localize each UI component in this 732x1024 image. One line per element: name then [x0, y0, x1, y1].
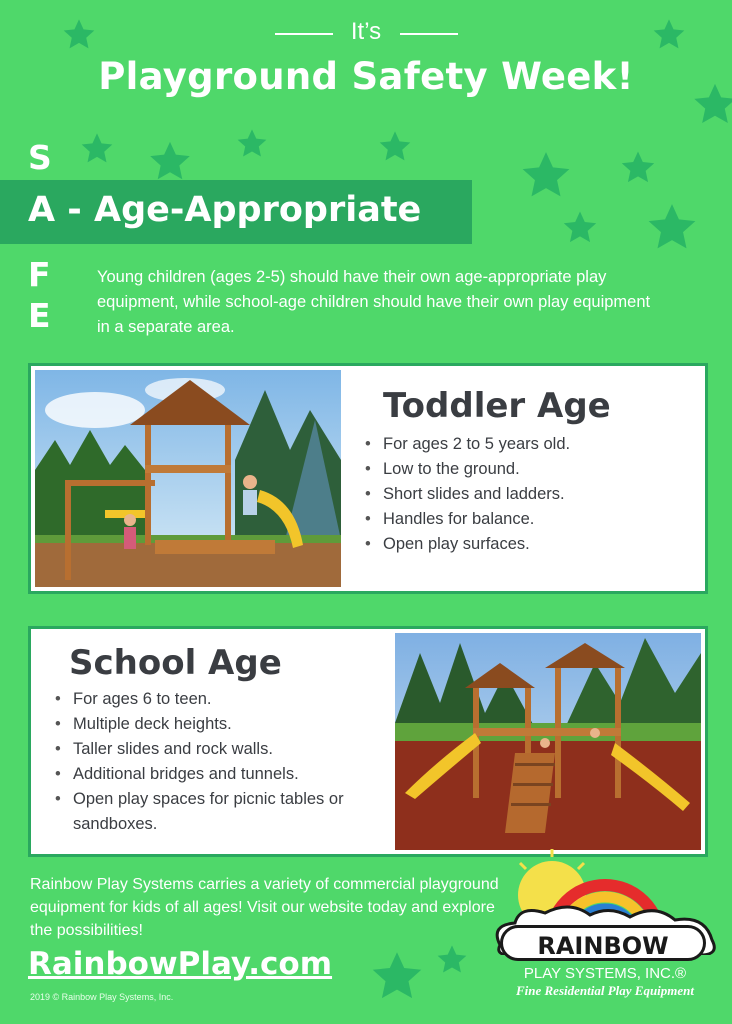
intro-text: It’s	[350, 18, 382, 45]
toddler-list	[365, 432, 570, 557]
star-icon	[148, 140, 192, 184]
star-icon	[236, 128, 268, 160]
footer-text: Rainbow Play Systems carries a variety of commercial playground equipment for kids of all ages! Visit our website today and explore the possibilities!	[30, 876, 499, 939]
rainbow-logo	[490, 845, 720, 1015]
star-icon	[370, 950, 424, 1004]
active-letter-heading: A - Age-Appropriate	[28, 190, 422, 230]
list-item: • Multiple deck heights.	[55, 712, 375, 737]
acronym-letter-e: E	[28, 296, 51, 335]
list-item: • For ages 2 to 5 years old.	[365, 432, 570, 457]
star-icon	[80, 132, 114, 166]
list-item: • For ages 6 to teen.	[55, 687, 375, 712]
toddler-card	[28, 363, 708, 594]
list-item: • Open play spaces for picnic tables or sandboxes.	[55, 787, 375, 837]
toddler-title: Toddler Age	[383, 386, 611, 426]
list-item: • Taller slides and rock walls.	[55, 737, 375, 762]
copyright: 2019 © Rainbow Play Systems, Inc.	[30, 992, 174, 1002]
description: Young children (ages 2-5) should have their own age-appropriate play equipment, while school-age children should have their own play equipment in a separate area.	[97, 268, 651, 336]
star-icon	[646, 202, 698, 254]
list-item: • Additional bridges and tunnels.	[55, 762, 375, 787]
acronym-letter-s: S	[28, 138, 52, 177]
toddler-playset-photo	[35, 370, 341, 587]
acronym-letter-f: F	[28, 255, 51, 294]
star-icon	[520, 150, 572, 202]
logo-name: RAINBOW	[500, 925, 706, 961]
star-icon	[620, 150, 656, 186]
school-list	[55, 687, 375, 837]
website-link[interactable]: RainbowPlay.com	[28, 946, 333, 982]
list-item: • Low to the ground.	[365, 457, 570, 482]
star-icon	[436, 944, 468, 976]
star-icon	[562, 210, 598, 246]
list-item: • Open play surfaces.	[365, 532, 570, 557]
school-title: School Age	[69, 643, 282, 683]
page-title: Playground Safety Week!	[98, 55, 634, 98]
list-item: • Handles for balance.	[365, 507, 570, 532]
star-icon	[378, 130, 412, 164]
school-playset-photo	[395, 633, 701, 850]
list-item: • Short slides and ladders.	[365, 482, 570, 507]
logo-tagline: Fine Residential Play Equipment	[515, 983, 695, 998]
logo-company: PLAY SYSTEMS, INC.®	[523, 965, 687, 982]
school-card	[28, 626, 708, 857]
